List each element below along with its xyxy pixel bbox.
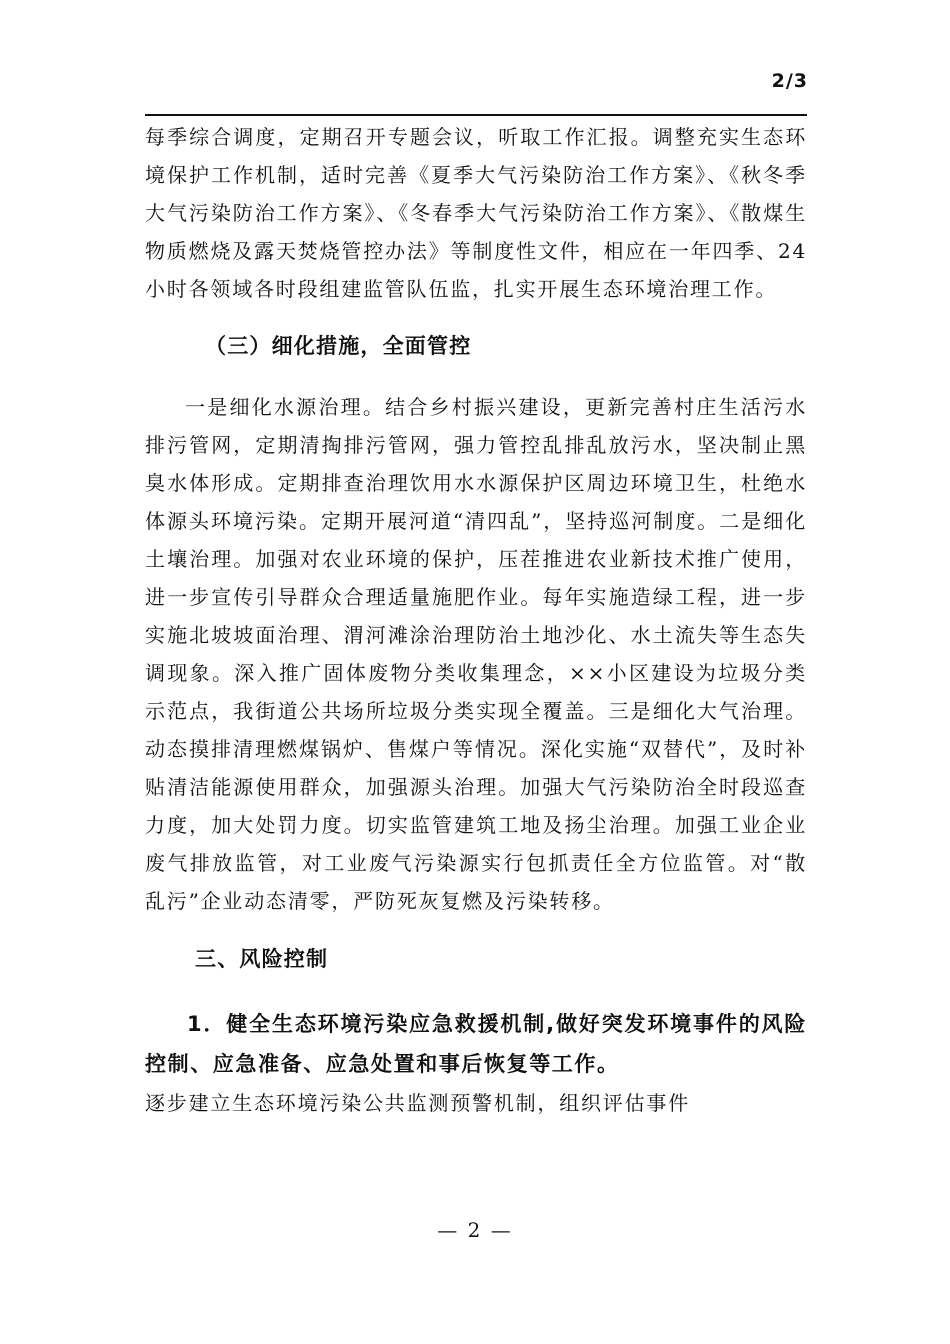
header-rule [145, 114, 807, 116]
subheading-refine-measures: （三）细化措施，全面管控 [205, 334, 472, 358]
document-body [145, 118, 807, 1122]
section-heading-risk-control: 三、风险控制 [195, 947, 329, 971]
page-counter: 2/3 [771, 70, 808, 92]
paragraph-measures: 一是细化水源治理。结合乡村振兴建设，更新完善村庄生活污水排污管网，定期清掏排污管网，强力管控乱排乱放污水，坚决制止黑臭水体形成。定期排查治理饮用水水源保护区周边环境卫生，杜绝水体源头环境污染。定期开展河道“清四乱”，坚持巡河制度。二是细化土壤治理。加强对农业环境的保护，压茬推进农业新技术推广使用，进一步宣传引导群众合理适量施肥作业。每年实施造绿工程，进一步实施北坡坡面治理、渭河滩涂治理防治土地沙化、水土流失等生态失调现象。深入推广固体废物分类收集理念，××小区建设为垃圾分类示范点，我街道公共场所垃圾分类实现全覆盖。三是细化大气治理。动态摸排清理燃煤锅炉、售煤户等情况。深化实施“双替代”，及时补贴清洁能源使用群众，加强源头治理。加强大气污染防治全时段巡查力度，加大处罚力度。切实监管建筑工地及扬尘治理。加强工业企业废气排放监管，对工业废气污染源实行包抓责任全方位监管。对“散乱污”企业动态清零，严防死灰复燃及污染转移。 [145, 395, 807, 913]
bold-item-emergency-mechanism: 1．健全生态环境污染应急救援机制,做好突发环境事件的风险控制、应急准备、应急处置和事后恢复等工作。 [145, 1012, 807, 1076]
page-number: — 2 — [437, 1218, 513, 1242]
paragraph-continued: 每季综合调度，定期召开专题会议，听取工作汇报。调整充实生态环境保护工作机制，适时完善《夏季大气污染防治工作方案》、《秋冬季大气污染防治工作方案》、《冬春季大气污染防治工作方案》、《散煤生物质燃烧及露天焚烧管控办法》等制度性文件，相应在一年四季、24小时各领域各时段组建监管队伍监，扎实开展生态环境治理工作。 [145, 125, 807, 301]
paragraph-monitoring: 逐步建立生态环境污染公共监测预警机制，组织评估事件 [145, 1091, 690, 1115]
